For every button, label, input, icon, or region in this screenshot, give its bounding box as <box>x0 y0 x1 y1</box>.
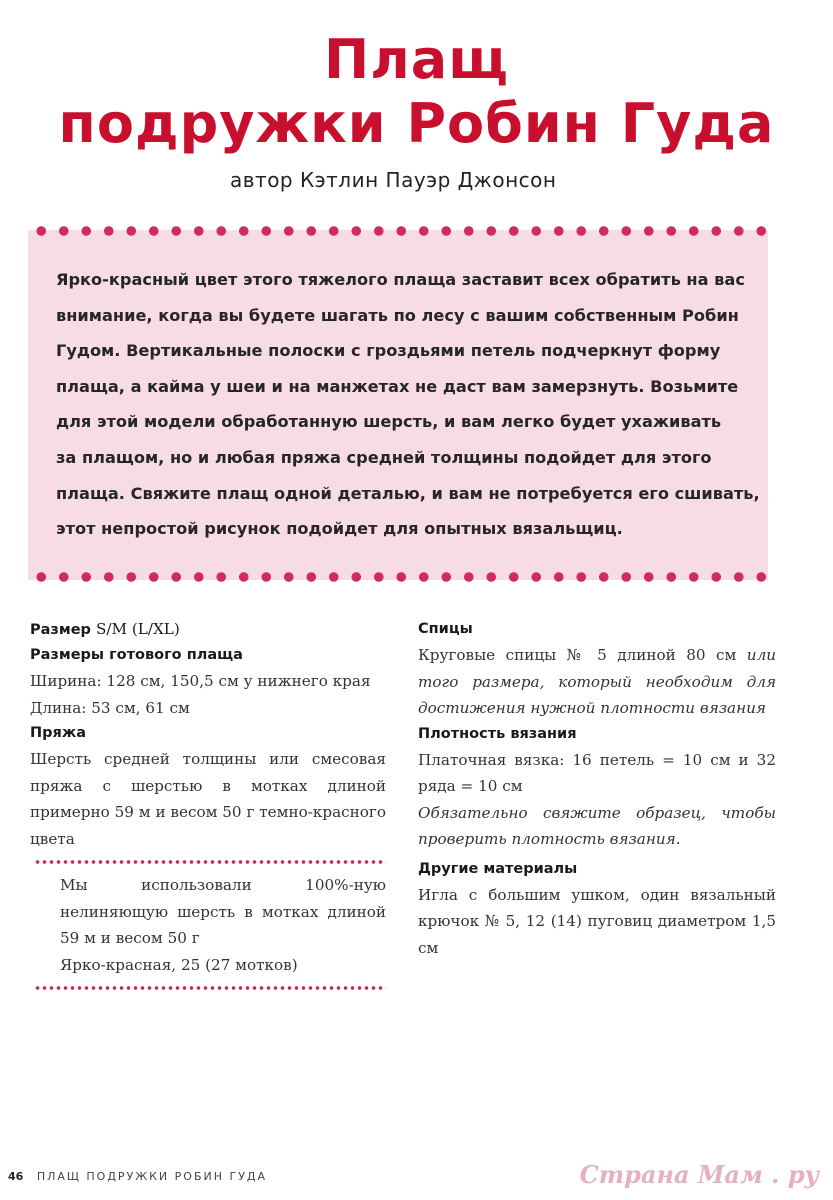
page-number: 46 <box>8 1170 24 1183</box>
intro-text <box>56 262 776 547</box>
size-value: S/M (L/XL) <box>95 620 180 638</box>
intro-line: этот непростой рисунок подойдет для опытных вязальщиц. <box>56 519 623 539</box>
intro-line: Ярко-красный цвет этого тяжелого плаща заставит всех обратить на вас <box>56 270 745 289</box>
used-yarn-text: Мы использовали 100%-ную нелиняющую шерсть в мотках длиной 59 м и весом 50 г <box>60 876 386 947</box>
author-byline: автор Кэтлин Пауэр Джонсон <box>230 168 557 192</box>
intro-line: Гудом. Вертикальные полоски с гроздьями петель подчеркнут форму <box>56 341 721 361</box>
dotted-divider-bottom <box>34 984 386 992</box>
used-yarn-color: Ярко-красная, 25 (27 мотков) <box>60 955 298 974</box>
title-line-2: подружки Робин Гуда <box>58 92 775 155</box>
intro-line: плаща. Свяжите плащ одной деталью, и вам не потребуется его сшивать, <box>56 483 760 503</box>
needles-block <box>418 642 776 722</box>
size-row <box>30 617 386 643</box>
title-line-1: Плащ <box>324 28 509 91</box>
intro-line: внимание, когда вы будете шагать по лесу с вашим собственным Робин <box>56 305 739 325</box>
dotted-border-bottom <box>30 570 774 584</box>
left-column <box>30 617 386 992</box>
intro-line: плаща, а кайма у шеи и на манжетах не даст вам замерзнуть. Возьмите <box>56 376 739 396</box>
dotted-divider-top <box>34 858 386 866</box>
used-yarn-box <box>30 866 386 984</box>
gauge-heading: Плотность вязания <box>418 725 577 742</box>
width-line: Ширина: 128 см, 150,5 см у нижнего края <box>30 672 371 690</box>
needles-heading: Спицы <box>418 621 473 637</box>
size-label: Размер <box>30 622 91 638</box>
page-footer <box>8 1170 267 1183</box>
finished-size-heading: Размеры готового плаща <box>30 647 243 663</box>
dotted-border-top <box>30 224 774 238</box>
yarn-heading: Пряжа <box>30 725 87 741</box>
intro-line: за плащом, но и любая пряжа средней толщины подойдет для этого <box>56 447 712 467</box>
needles-text: Круговые спицы № 5 длиной 80 см <box>418 646 737 664</box>
gauge-italic: Обязательно свяжите образец, чтобы проверить плотность вязания. <box>418 803 776 848</box>
other-materials-heading: Другие материалы <box>418 860 578 877</box>
intro-line: для этой модели обработанную шерсть, и вам легко будет ухаживать <box>56 412 722 432</box>
needles-italic: или того размера, который необходим для достижения нужной плотности вязания <box>418 646 777 717</box>
yarn-text: Шерсть средней толщины или смесовая пряжа с шерстью в мотках длиной примерно 59 м и весом 50 г темно-красного цвета <box>30 750 386 848</box>
gauge-text: Платочная вязка: 16 петель = 10 см и 32 ряда = 10 см <box>418 750 776 795</box>
running-title: ПЛАЩ ПОДРУЖКИ РОБИН ГУДА <box>36 1170 268 1183</box>
length-line: Длина: 53 см, 61 см <box>30 698 190 717</box>
watermark: Страна Мам . ру <box>579 1160 819 1189</box>
right-column <box>418 617 776 961</box>
other-materials-text: Игла с большим ушком, один вязальный крючок № 5, 12 (14) пуговиц диаметром 1,5 см <box>418 885 776 957</box>
